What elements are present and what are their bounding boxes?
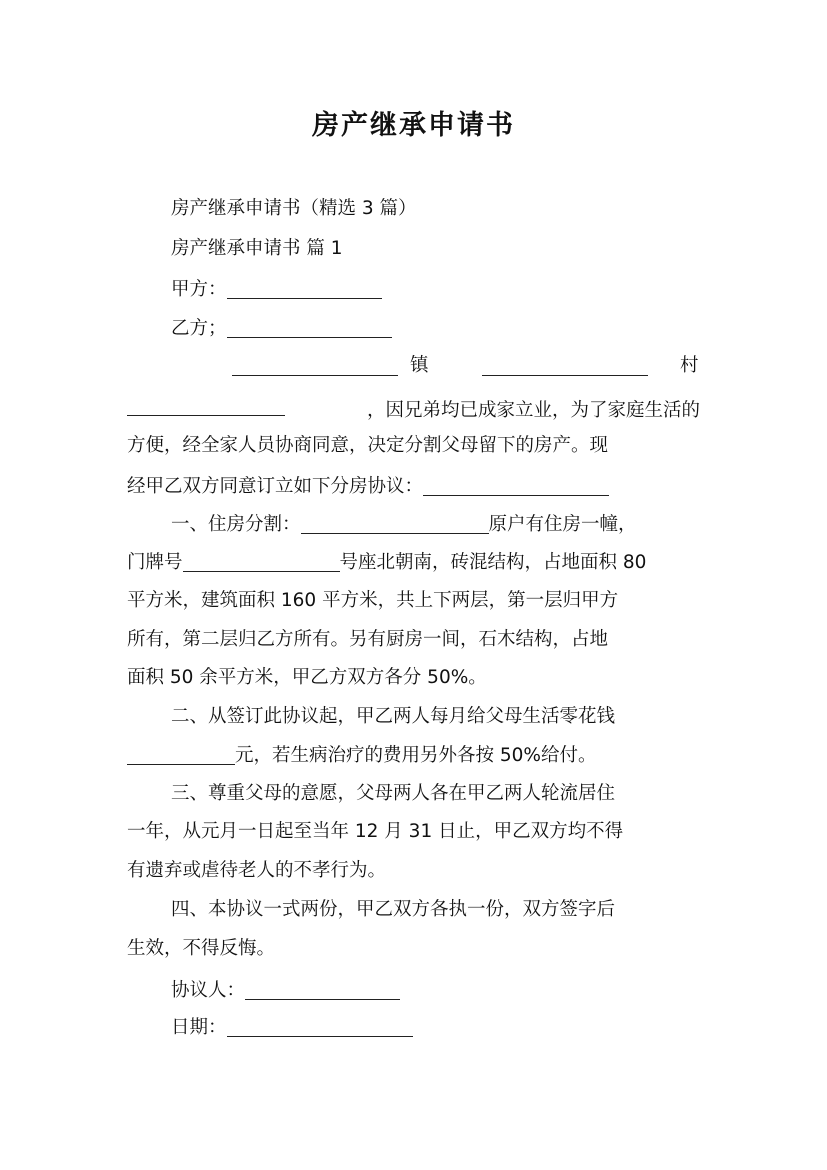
town-blank bbox=[232, 357, 398, 376]
location-blank bbox=[127, 397, 285, 416]
village-label: 村 bbox=[680, 355, 699, 376]
town-label: 镇 bbox=[410, 355, 429, 376]
signer-blank bbox=[245, 981, 400, 1000]
p2-text-e: 面积 50 余平方米，甲乙方双方各分 50%。 bbox=[127, 667, 487, 688]
paragraph-2-line-2 bbox=[127, 553, 727, 573]
party-b-blank bbox=[227, 319, 392, 338]
paragraph-1-line-2 bbox=[127, 437, 727, 456]
p2-text-d: 所有，第二层归乙方所有。另有厨房一间，石木结构，占地 bbox=[127, 629, 609, 650]
p4-text-b: 一年，从元月一日起至当年 12 月 31 日止，甲乙双方均不得 bbox=[127, 821, 624, 842]
date-blank bbox=[227, 1018, 413, 1037]
paragraph-2-line-5 bbox=[127, 669, 727, 688]
signer-label: 协议人： bbox=[171, 980, 246, 1001]
p5-text-a: 四、本协议一式两份，甲乙双方各执一份，双方签字后 bbox=[171, 899, 616, 920]
date-line bbox=[171, 1018, 731, 1038]
housing-blank bbox=[301, 515, 489, 534]
paragraph-2-line-3 bbox=[127, 592, 727, 611]
p2-text-a2: 原户有住房一幢， bbox=[488, 514, 637, 535]
p2-text-b2: 号座北朝南，砖混结构，占地面积 80 bbox=[339, 552, 647, 573]
p3-text-b: 元，若生病治疗的费用另外各按 50%给付。 bbox=[235, 745, 597, 766]
party-b-label: 乙方； bbox=[171, 318, 227, 339]
paragraph-2-line-4 bbox=[127, 631, 727, 650]
paragraph-4-line-1 bbox=[171, 785, 731, 804]
paragraph-4-line-3 bbox=[127, 862, 727, 881]
subtitle-line bbox=[0, 200, 827, 219]
paragraph-3-line-1 bbox=[171, 708, 731, 727]
p3-text-a: 二、从签订此协议起，甲乙两人每月给父母生活零花钱 bbox=[171, 706, 616, 727]
agreement-blank bbox=[423, 477, 609, 496]
paragraph-4-line-2 bbox=[127, 823, 727, 842]
section-heading: 房产继承申请书 篇 1 bbox=[171, 238, 343, 259]
p2-text-a: 一、住房分割： bbox=[171, 514, 301, 535]
party-a-label: 甲方： bbox=[171, 279, 227, 300]
house-number-blank bbox=[183, 553, 340, 572]
p2-text-b1: 门牌号 bbox=[127, 552, 183, 573]
p1-text-a: ，因兄弟均已成家立业，为了家庭生活的 bbox=[366, 400, 700, 421]
signer-line bbox=[171, 981, 731, 1001]
p4-text-c: 有遗弃或虐待老人的不孝行为。 bbox=[127, 860, 387, 881]
date-label: 日期： bbox=[171, 1017, 227, 1038]
p1-text-b: 方便，经全家人员协商同意，决定分割父母留下的房产。现 bbox=[127, 435, 609, 456]
p4-text-a: 三、尊重父母的意愿，父母两人各在甲乙两人轮流居住 bbox=[171, 783, 616, 804]
allowance-blank bbox=[127, 746, 235, 765]
paragraph-2-line-1 bbox=[171, 515, 731, 535]
paragraph-1-line-3 bbox=[127, 477, 727, 497]
paragraph-3-line-2 bbox=[127, 746, 727, 766]
subtitle-text: 房产继承申请书（精选 3 篇） bbox=[171, 198, 417, 219]
party-b-line bbox=[0, 319, 827, 339]
paragraph-5-line-2 bbox=[127, 940, 727, 959]
paragraph-5-line-1 bbox=[171, 901, 731, 920]
village-blank bbox=[482, 357, 648, 376]
party-a-blank bbox=[227, 280, 382, 299]
p1-text-c: 经甲乙双方同意订立如下分房协议： bbox=[127, 476, 424, 497]
paragraph-1-line-1 bbox=[127, 397, 700, 421]
party-a-line bbox=[0, 280, 827, 300]
document-title: 房产继承申请书 bbox=[312, 110, 515, 141]
p2-text-c: 平方米，建筑面积 160 平方米，共上下两层，第一层归甲方 bbox=[127, 590, 619, 611]
heading-line bbox=[0, 240, 827, 259]
p5-text-b: 生效，不得反悔。 bbox=[127, 938, 276, 959]
